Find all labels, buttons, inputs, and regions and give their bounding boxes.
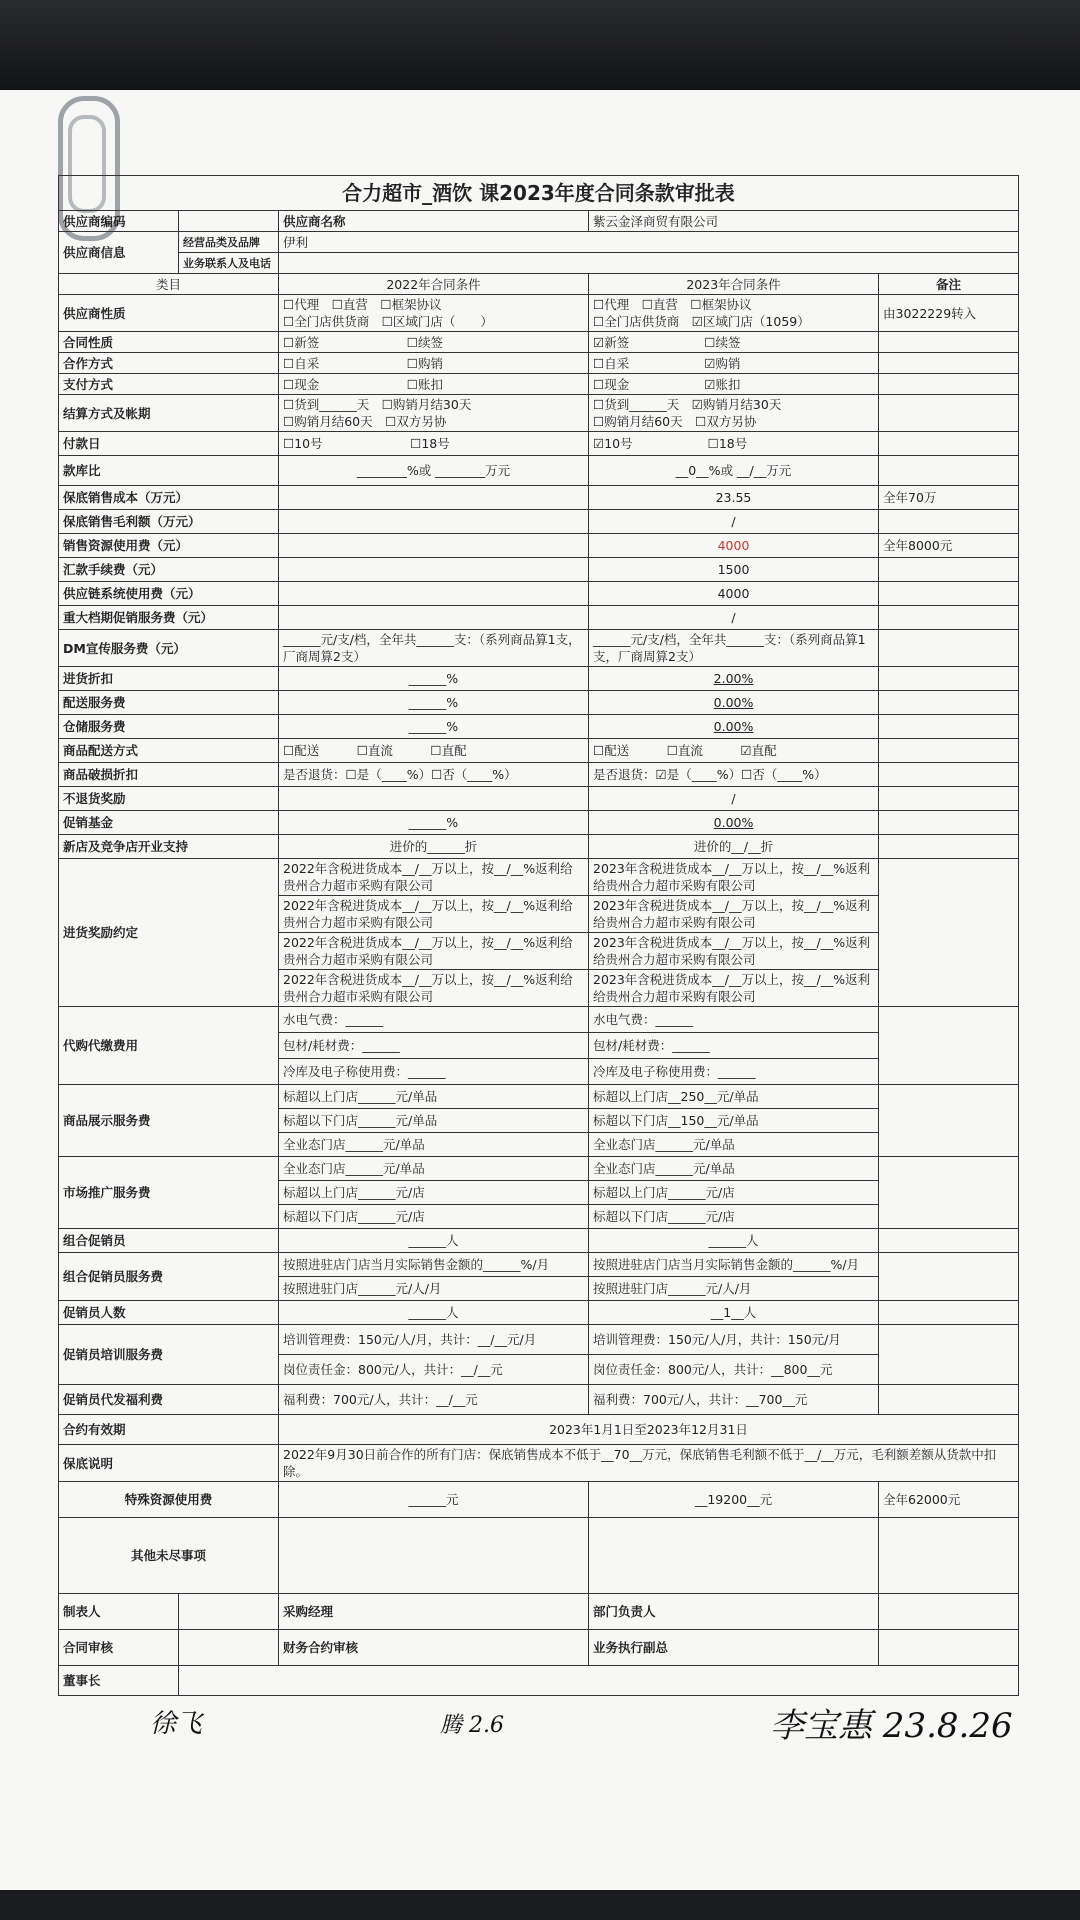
cell-2022: ______% (279, 715, 589, 739)
cell-2023: ☑账扣 (704, 376, 741, 392)
cell-2022: ______元/支/档，全年共______支：（系列商品算1支，厂商周算2支） (279, 630, 589, 667)
signature-maker: 徐飞 (150, 1709, 203, 1739)
cell-2023: 标超以上门店__250__元/单品 (589, 1085, 879, 1109)
cell-2023: 2023年含税进货成本__/__万以上，按__/__%返利给贵州合力超市采购有限公司 (589, 933, 879, 970)
cell-2023: 进价的__/__折 (589, 835, 879, 859)
cell-2022: 2022年含税进货成本__/__万以上，按__/__%返利给贵州合力超市采购有限公司 (279, 933, 589, 970)
cell-2022: 标超以上门店______元/单品 (279, 1085, 589, 1109)
signature-manager: 腾 2.6 (440, 1713, 504, 1738)
row-label: 仓储服务费 (59, 715, 279, 739)
cell-2023: ☑购销 (704, 355, 741, 371)
cell-2022: ______% (279, 667, 589, 691)
cell-2023: / (589, 510, 879, 534)
cell-2023: ☐自采 (593, 355, 630, 371)
form-title: 合力超市_酒饮 课2023年度合同条款审批表 (59, 176, 1019, 211)
cell-2023: ☐配送 ☐直流 ☑直配 (589, 739, 879, 763)
row-label: 配送服务费 (59, 691, 279, 715)
cell-2023: 包材/耗材费：______ (589, 1033, 879, 1059)
cell-2023: ______元/支/档，全年共______支：（系列商品算1支，厂商周算2支） (589, 630, 879, 667)
cell-2022: ______元 (279, 1482, 589, 1518)
row-label: 商品配送方式 (59, 739, 279, 763)
cell-2022: 标超以上门店______元/店 (279, 1181, 589, 1205)
row-label: 重大档期促销服务费（元） (59, 606, 279, 630)
cell-2022: ☐续签 (406, 334, 443, 350)
cell-2023: 2023年含税进货成本__/__万以上，按__/__%返利给贵州合力超市采购有限公司 (589, 970, 879, 1007)
row-label: 付款日 (59, 432, 279, 456)
cell-2022: ☐购销 (406, 355, 443, 371)
row-label: 汇款手续费（元） (59, 558, 279, 582)
row-label: 合作方式 (59, 353, 279, 374)
cell-2023: 4000 (589, 582, 879, 606)
row-label: 进货折扣 (59, 667, 279, 691)
cell-2023: 岗位责任金：800元/人，共计：__800__元 (589, 1355, 879, 1385)
row-label: 代购代缴费用 (59, 1007, 279, 1085)
cell-2023: 全业态门店______元/单品 (589, 1133, 879, 1157)
cell-2023: ☑10号 (593, 436, 633, 451)
cell-2023: 2023年含税进货成本__/__万以上，按__/__%返利给贵州合力超市采购有限公司 (589, 859, 879, 896)
footer-finance-label: 财务合约审核 (279, 1630, 589, 1666)
row-label: 进货奖励约定 (59, 859, 279, 1007)
row-label: 商品展示服务费 (59, 1085, 279, 1157)
cell-2023: 是否退货：☑是（____%）☐否（____%） (589, 763, 879, 787)
row-label: 促销员培训服务费 (59, 1325, 279, 1385)
approval-form (58, 175, 1018, 1696)
cell-2022: 冷库及电子称使用费：______ (279, 1059, 589, 1085)
cell-2022: 2022年含税进货成本__/__万以上，按__/__%返利给贵州合力超市采购有限公司 (279, 896, 589, 933)
row-label: 市场推广服务费 (59, 1157, 279, 1229)
header-2022: 2022年合同条件 (279, 274, 589, 295)
cell-2022: 进价的______折 (279, 835, 589, 859)
cell-2023: 23.55 (589, 486, 879, 510)
cell-2022: ______% (279, 691, 589, 715)
supplier-code-label: 供应商编码 (59, 211, 179, 232)
cell-2022: ☐代理 ☐直营 ☐框架协议 (283, 297, 442, 312)
background-top-bar (0, 0, 1080, 95)
cell-2022: 标超以下门店______元/单品 (279, 1109, 589, 1133)
supplier-name-label: 供应商名称 (279, 211, 589, 232)
cell-2022: 按照进驻店门店当月实际销售金额的______%/月 (279, 1253, 589, 1277)
cell-2022: 是否退货：☐是（____%）☐否（____%） (279, 763, 589, 787)
cell-remark: 全年8000元 (879, 534, 1019, 558)
footer-chairman-label: 董事长 (59, 1666, 179, 1696)
cell-2023: 0.00% (589, 715, 879, 739)
row-label: 促销基金 (59, 811, 279, 835)
row-label: 供应商性质 (59, 295, 279, 332)
cell-2023: 按照进驻门店______元/人/月 (589, 1277, 879, 1301)
cell-2022: ☐新签 (283, 334, 320, 350)
cell-2022: ☐全门店供货商 ☐区域门店（ ） (283, 314, 493, 329)
cell-2023: 冷库及电子称使用费：______ (589, 1059, 879, 1085)
cell-2022: 包材/耗材费：______ (279, 1033, 589, 1059)
header-item: 类目 (59, 274, 279, 295)
cell-2023: ______人 (589, 1229, 879, 1253)
cell-2023: 标超以上门店______元/店 (589, 1181, 879, 1205)
footer-maker-label: 制表人 (59, 1594, 179, 1630)
cell-2022: 2022年含税进货成本__/__万以上，按__/__%返利给贵州合力超市采购有限公司 (279, 970, 589, 1007)
contact-label: 业务联系人及电话 (179, 253, 279, 274)
cell-2022: ☐购销月结60天 ☐双方另协 (283, 414, 447, 429)
cell-2023: 按照进驻店门店当月实际销售金额的______%/月 (589, 1253, 879, 1277)
row-label: 保底说明 (59, 1445, 279, 1482)
cell-2022: 福利费：700元/人，共计：__/__元 (279, 1385, 589, 1415)
cell-2023: 0.00% (589, 811, 879, 835)
cell-2022: ☐账扣 (406, 376, 443, 392)
row-label: 组合促销员服务费 (59, 1253, 279, 1301)
row-label: 商品破损折扣 (59, 763, 279, 787)
cell-2023: 福利费：700元/人，共计：__700__元 (589, 1385, 879, 1415)
cell-2023: ☐购销月结60天 ☐双方另协 (593, 414, 757, 429)
cell-2022: 全业态门店______元/单品 (279, 1133, 589, 1157)
cell-2023: ☐18号 (707, 436, 748, 451)
header-remark: 备注 (879, 274, 1019, 295)
category-label: 经营品类及品牌 (179, 232, 279, 253)
row-label: 保底销售毛利额（万元） (59, 510, 279, 534)
cell-2022: ______人 (279, 1229, 589, 1253)
row-label: 不退货奖励 (59, 787, 279, 811)
cell-2023: 4000 (589, 534, 879, 558)
row-label: 合同性质 (59, 332, 279, 353)
cell-2023: 标超以下门店__150__元/单品 (589, 1109, 879, 1133)
row-label: 款库比 (59, 456, 279, 486)
cell-2023: ☐全门店供货商 ☑区域门店（1059） (593, 314, 810, 329)
supplier-name: 紫云金泽商贸有限公司 (589, 211, 1019, 232)
cell-2022: 按照进驻门店______元/人/月 (279, 1277, 589, 1301)
cell-2023: __1__人 (589, 1301, 879, 1325)
cell-2022: 水电气费：______ (279, 1007, 589, 1033)
cell-2022: ☐配送 ☐直流 ☐直配 (279, 739, 589, 763)
cell-remark: 由3022229转入 (879, 295, 1019, 332)
cell-2023: __19200__元 (589, 1482, 879, 1518)
cell-2023: ☑新签 (593, 334, 630, 350)
row-label: 供应链系统使用费（元） (59, 582, 279, 606)
footer-review-label: 合同审核 (59, 1630, 179, 1666)
cell-2023: ☐现金 (593, 376, 630, 392)
cell-2023: __0__%或 __/__万元 (589, 456, 879, 486)
footer-manager-label: 采购经理 (279, 1594, 589, 1630)
cell-2023: 水电气费：______ (589, 1007, 879, 1033)
cell-2022: ☐18号 (410, 436, 450, 451)
cell-2023: 2.00% (589, 667, 879, 691)
brand-value: 伊利 (279, 232, 1019, 253)
row-label: 保底销售成本（万元） (59, 486, 279, 510)
row-label: 新店及竞争店开业支持 (59, 835, 279, 859)
row-label: 促销员代发福利费 (59, 1385, 279, 1415)
supplier-info-label: 供应商信息 (59, 232, 179, 274)
row-label: 销售资源使用费（元） (59, 534, 279, 558)
guarantee-value: 2022年9月30日前合作的所有门店：保底销售成本不低于__70__万元，保底销售毛利额不低于__/__万元，毛利额差额从货款中扣除。 (279, 1445, 1019, 1482)
cell-remark: 全年62000元 (879, 1482, 1019, 1518)
cell-2022: ________%或 ________万元 (279, 456, 589, 486)
cell-2023: 2023年含税进货成本__/__万以上，按__/__%返利给贵州合力超市采购有限公司 (589, 896, 879, 933)
cell-2023: / (589, 606, 879, 630)
row-label: 特殊资源使用费 (59, 1482, 279, 1518)
cell-2022: ☐现金 (283, 376, 320, 392)
cell-2022: ☐10号 (283, 436, 323, 451)
cell-2022: 岗位责任金：800元/人，共计：__/__元 (279, 1355, 589, 1385)
cell-2023: ☐续签 (704, 334, 741, 350)
cell-2023: 1500 (589, 558, 879, 582)
cell-2022: ☐货到______天 ☐购销月结30天 (283, 397, 472, 412)
header-2023: 2023年合同条件 (589, 274, 879, 295)
cell-2022: ☐自采 (283, 355, 320, 371)
cell-2022: ______% (279, 811, 589, 835)
cell-2023: 标超以下门店______元/店 (589, 1205, 879, 1229)
row-label: 其他未尽事项 (59, 1518, 279, 1594)
row-label: 组合促销员 (59, 1229, 279, 1253)
cell-2023: ☐货到______天 ☑购销月结30天 (593, 397, 782, 412)
cell-2022: ______人 (279, 1301, 589, 1325)
cell-2023: 全业态门店______元/单品 (589, 1157, 879, 1181)
cell-2023: 0.00% (589, 691, 879, 715)
cell-2023: 培训管理费：150元/人/月，共计：150元/月 (589, 1325, 879, 1355)
cell-2022: 培训管理费：150元/人/月，共计：__/__元/月 (279, 1325, 589, 1355)
footer-vp-label: 业务执行副总 (589, 1630, 879, 1666)
footer-dept-head-label: 部门负责人 (589, 1594, 879, 1630)
cell-2023: ☐代理 ☐直营 ☐框架协议 (593, 297, 752, 312)
row-label: 结算方式及帐期 (59, 395, 279, 432)
row-label: 支付方式 (59, 374, 279, 395)
cell-2023: / (589, 787, 879, 811)
cell-2022: 2022年含税进货成本__/__万以上，按__/__%返利给贵州合力超市采购有限公司 (279, 859, 589, 896)
cell-2022: 全业态门店______元/单品 (279, 1157, 589, 1181)
cell-2022: 标超以下门店______元/店 (279, 1205, 589, 1229)
form-table (58, 175, 1019, 1696)
row-label: 促销员人数 (59, 1301, 279, 1325)
row-label: 合约有效期 (59, 1415, 279, 1445)
validity-value: 2023年1月1日至2023年12月31日 (279, 1415, 1019, 1445)
row-label: DM宣传服务费（元） (59, 630, 279, 667)
signature-dept-head: 李宝惠 23.8.26 (770, 1706, 1013, 1746)
cell-remark: 全年70万 (879, 486, 1019, 510)
